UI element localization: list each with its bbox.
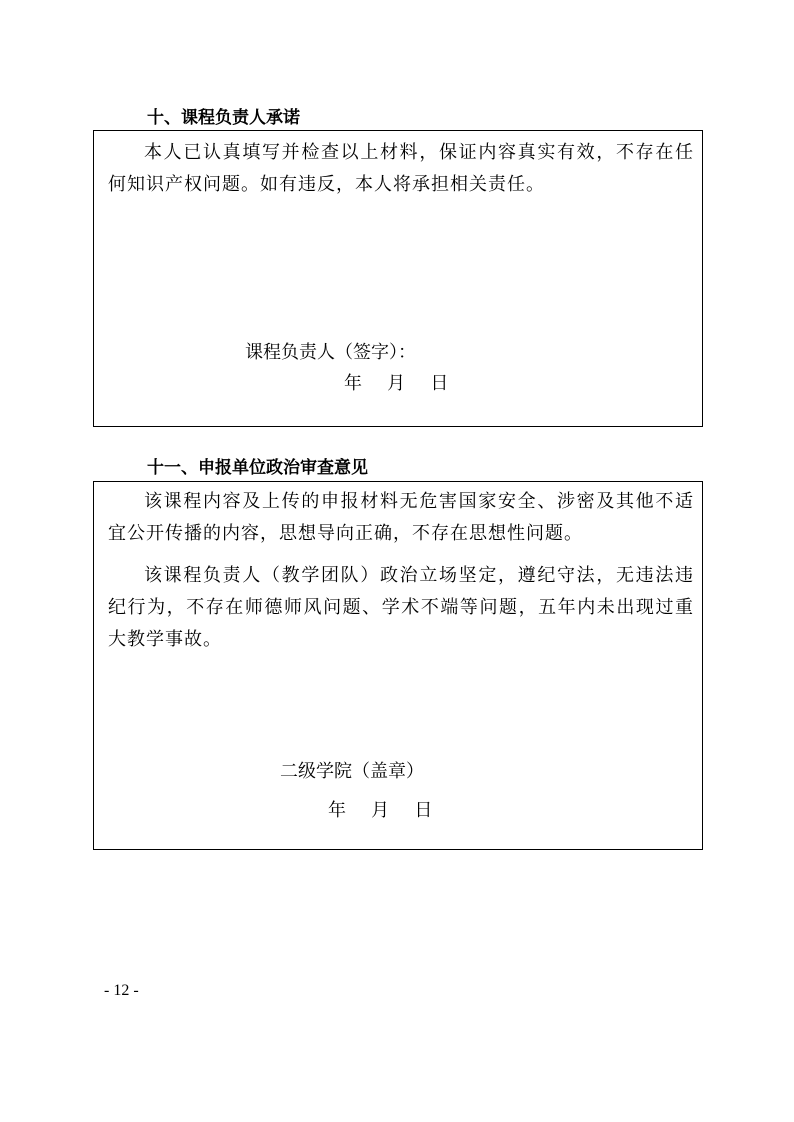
course-leader-signature-label: 课程负责人（签字）： <box>245 342 416 363</box>
college-seal-label: 二级学院（盖章） <box>280 761 424 782</box>
review-paragraph-2: 该课程负责人（教学团队）政治立场坚定，遵纪守法，无违法违纪行为，不存在师德师风问题、学术不端等问题，五年内未出现过重大教学事故。 <box>108 565 694 650</box>
political-review-box <box>93 481 703 850</box>
commitment-paragraph: 本人已认真填写并检查以上材料，保证内容真实有效，不存在任何知识产权问题。如有违反，本人将承担相关责任。 <box>108 142 694 195</box>
section-11-heading: 十一、申报单位政治审查意见 <box>147 458 368 478</box>
section-10-heading: 十、课程负责人承诺 <box>147 108 300 128</box>
commitment-date-label: 年 月 日 <box>344 373 451 394</box>
review-paragraph-1: 该课程内容及上传的申报材料无危害国家安全、涉密及其他不适宜公开传播的内容，思想导向正确，不存在思想性问题。 <box>108 491 694 544</box>
page-number: - 12 - <box>104 982 139 999</box>
review-date-label: 年 月 日 <box>328 800 435 821</box>
commitment-box <box>93 130 703 427</box>
